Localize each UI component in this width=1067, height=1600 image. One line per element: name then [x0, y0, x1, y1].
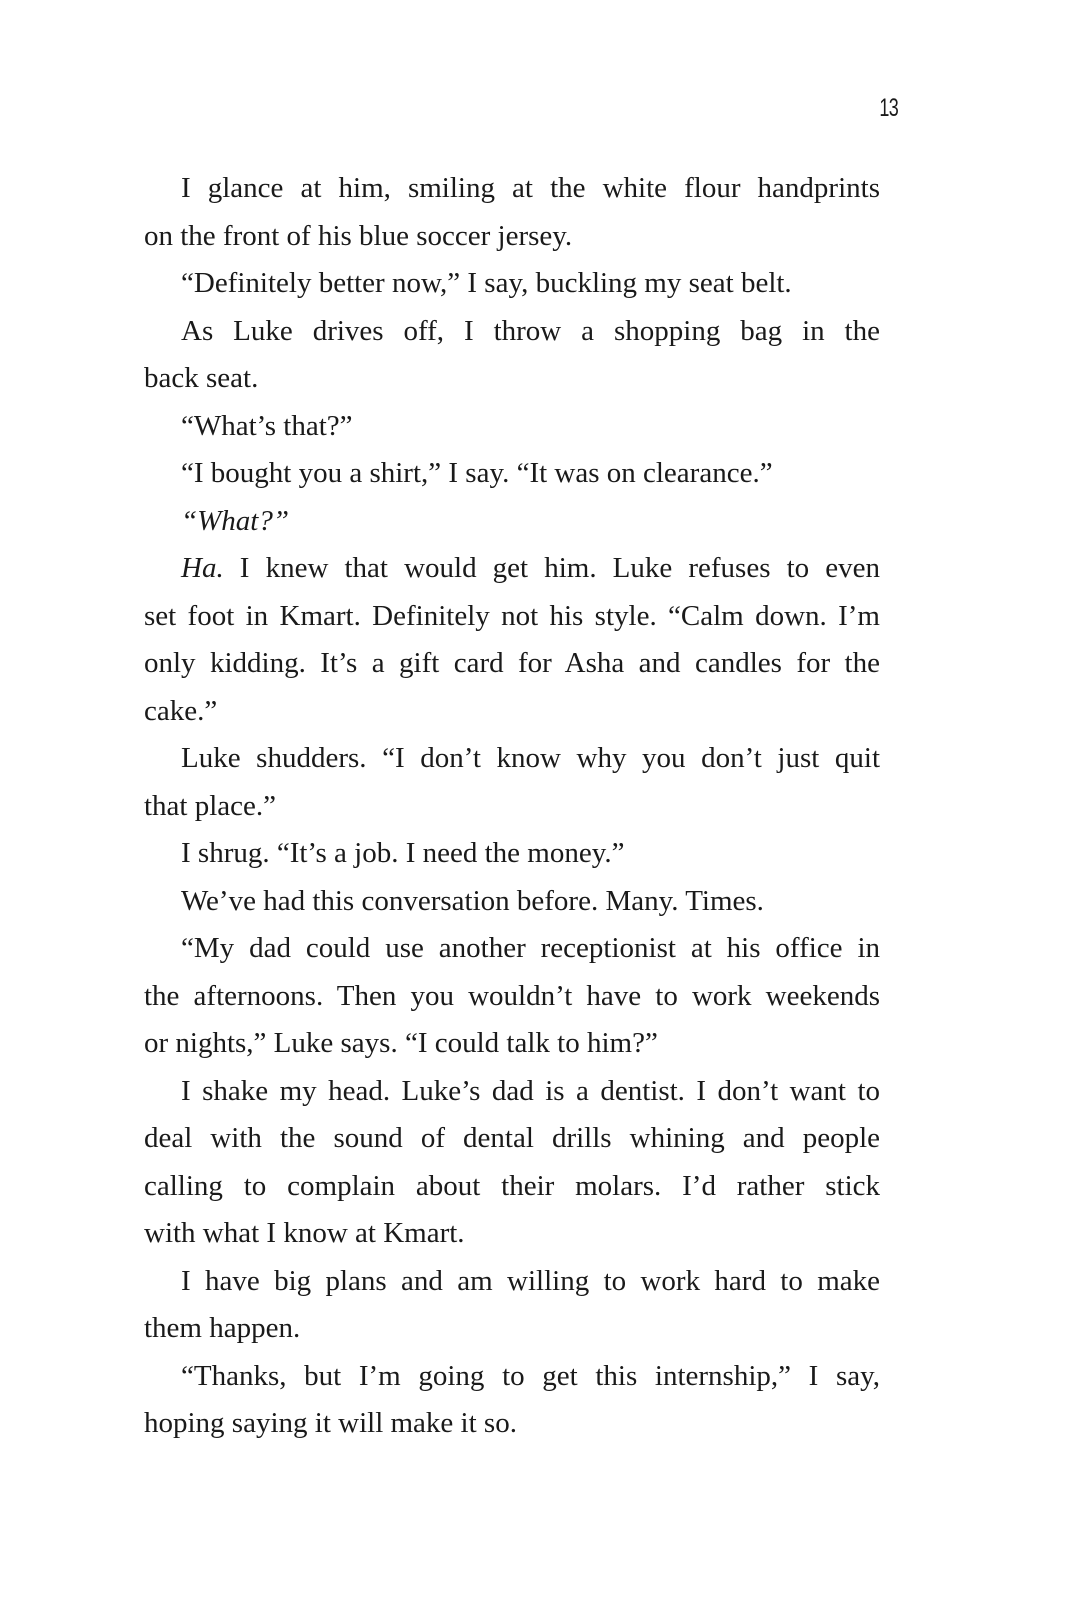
paragraph: [144, 735, 880, 830]
text-line: the afternoons. Then you wouldn’t have to work weekends: [144, 979, 880, 1012]
paragraph: [144, 925, 880, 1068]
text-line: set foot in Kmart. Definitely not his style. “Calm down. I’m: [144, 599, 880, 632]
text-line: cake.”: [144, 694, 218, 727]
text-line: that place.”: [144, 789, 277, 822]
text-run: I knew that would get him. Luke refuses to even: [223, 552, 880, 584]
text-line: Luke shudders. “I don’t know why you don’t just quit: [181, 742, 880, 774]
paragraph: [144, 878, 880, 926]
paragraph: [144, 830, 880, 878]
paragraph: [144, 545, 880, 735]
text-line: I shrug. “It’s a job. I need the money.”: [181, 837, 625, 869]
paragraph: [144, 498, 880, 546]
paragraph: [144, 308, 880, 403]
text-line: back seat.: [144, 362, 259, 394]
text-line: on the front of his blue soccer jersey.: [144, 219, 573, 252]
text-line: “I bought you a shirt,” I say. “It was on clearance.”: [181, 457, 773, 489]
text-line: them happen.: [144, 1312, 301, 1344]
paragraph: [144, 260, 880, 308]
text-line: with what I know at Kmart.: [144, 1217, 465, 1249]
text-line: only kidding. It’s a gift card for Asha and candles for the: [144, 647, 880, 679]
italic-text: Ha.: [181, 552, 224, 584]
text-line: deal with the sound of dental drills whining and people: [144, 1122, 880, 1154]
page-number: 13: [879, 94, 898, 122]
text-line: “Definitely better now,” I say, buckling my seat belt.: [181, 267, 792, 299]
text-line: As Luke drives off, I throw a shopping bag in the: [181, 314, 880, 347]
paragraph: [144, 165, 880, 260]
text-line: “My dad could use another receptionist at his office in: [181, 932, 880, 964]
text-line: [144, 545, 880, 593]
paragraph: [144, 450, 880, 498]
text-line: “Thanks, but I’m going to get this internship,” I say,: [181, 1359, 880, 1392]
text-line: calling to complain about their molars. I’d rather stick: [144, 1169, 880, 1202]
text-line: or nights,” Luke says. “I could talk to him?”: [144, 1027, 658, 1059]
paragraph: [144, 1353, 880, 1448]
text-line: I glance at him, smiling at the white flour handprints: [181, 172, 880, 204]
paragraph: [144, 403, 880, 451]
text-line: I have big plans and am willing to work hard to make: [181, 1264, 880, 1297]
paragraph: [144, 1068, 880, 1258]
text-line: hoping saying it will make it so.: [144, 1407, 517, 1439]
paragraph: [144, 1258, 880, 1353]
text-line: We’ve had this conversation before. Many. Times.: [181, 884, 764, 917]
text-line: [144, 498, 880, 546]
italic-text: “What?”: [181, 504, 289, 537]
text-line: I shake my head. Luke’s dad is a dentist. I don’t want to: [181, 1074, 880, 1107]
text-line: “What’s that?”: [181, 409, 353, 442]
body-text: [144, 165, 880, 1448]
